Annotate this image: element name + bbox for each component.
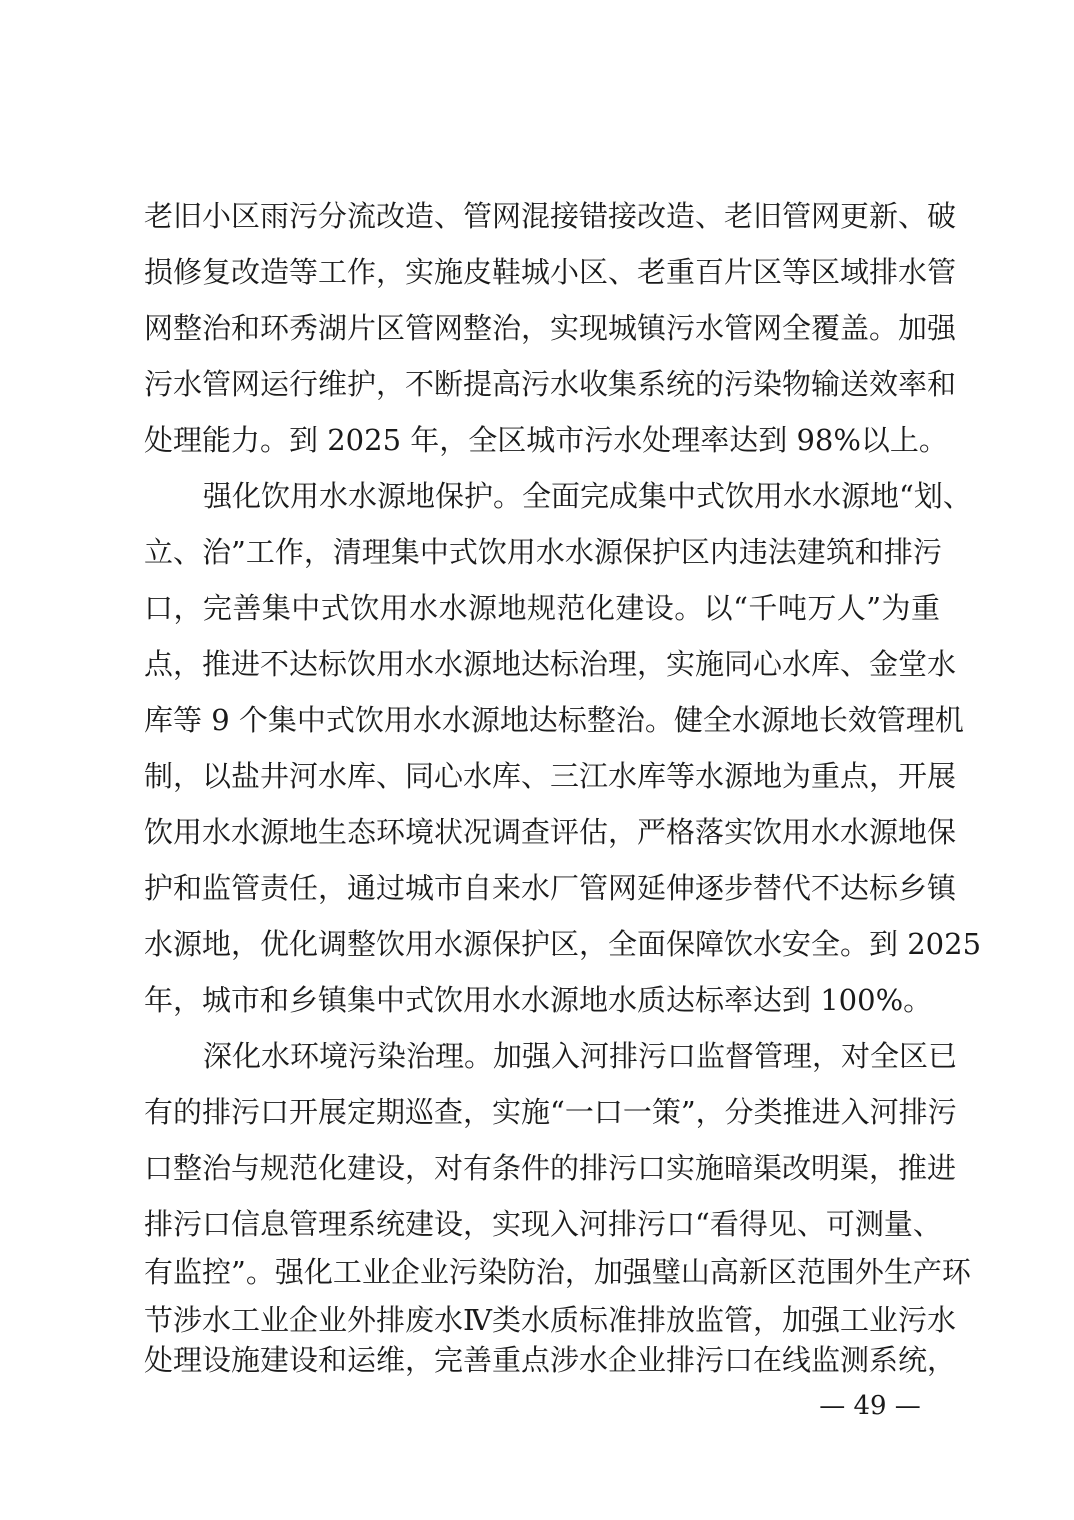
paragraph-line: 强化饮用水水源地保护。全面完成集中式饮用水水源地“划、 [203, 479, 972, 513]
paragraph-line: 损修复改造等工作，实施皮鞋城小区、老重百片区等区域排水管 [144, 255, 957, 289]
paragraph-line: 处理设施建设和运维，完善重点涉水企业排污口在线监测系统， [144, 1343, 957, 1377]
paragraph-line: 节涉水工业企业外排废水Ⅳ类水质标准排放监管，加强工业污水 [144, 1303, 956, 1337]
paragraph-line: 老旧小区雨污分流改造、管网混接错接改造、老旧管网更新、破 [144, 199, 957, 233]
paragraph-line: 排污口信息管理系统建设，实现入河排污口“看得见、可测量、 [144, 1207, 942, 1241]
paragraph-line: 有监控”。强化工业企业污染防治，加强璧山高新区范围外生产环 [144, 1255, 971, 1289]
paragraph-line: 深化水环境污染治理。加强入河排污口监督管理，对全区已 [203, 1039, 958, 1073]
paragraph-line: 污水管网运行维护，不断提高污水收集系统的污染物输送效率和 [144, 367, 957, 401]
paragraph-line: 处理能力。到 2025 年，全区城市污水处理率达到 98%以上。 [144, 423, 948, 457]
paragraph-line: 水源地，优化调整饮用水源保护区，全面保障饮水安全。到 2025 [144, 927, 982, 961]
paragraph-line: 网整治和环秀湖片区管网整治，实现城镇污水管网全覆盖。加强 [144, 311, 957, 345]
paragraph-line: 库等 9 个集中式饮用水水源地达标整治。健全水源地长效管理机 [144, 703, 964, 737]
paragraph-line: 点，推进不达标饮用水水源地达标治理，实施同心水库、金堂水 [144, 647, 957, 681]
paragraph-line: 饮用水水源地生态环境状况调查评估，严格落实饮用水水源地保 [144, 815, 957, 849]
paragraph-line: 有的排污口开展定期巡查，实施“一口一策”，分类推进入河排污 [144, 1095, 957, 1129]
page-number: — 49 — [819, 1391, 921, 1421]
paragraph-line: 制，以盐井河水库、同心水库、三江水库等水源地为重点，开展 [144, 759, 957, 793]
paragraph-line: 口整治与规范化建设，对有条件的排污口实施暗渠改明渠，推进 [144, 1151, 957, 1185]
paragraph-line: 年，城市和乡镇集中式饮用水水源地水质达标率达到 100%。 [144, 983, 933, 1017]
paragraph-line: 立、治”工作，清理集中式饮用水水源保护区内违法建筑和排污 [144, 535, 942, 569]
paragraph-line: 口，完善集中式饮用水水源地规范化建设。以“千吨万人”为重 [144, 591, 940, 625]
paragraph-line: 护和监管责任，通过城市自来水厂管网延伸逐步替代不达标乡镇 [144, 871, 957, 905]
